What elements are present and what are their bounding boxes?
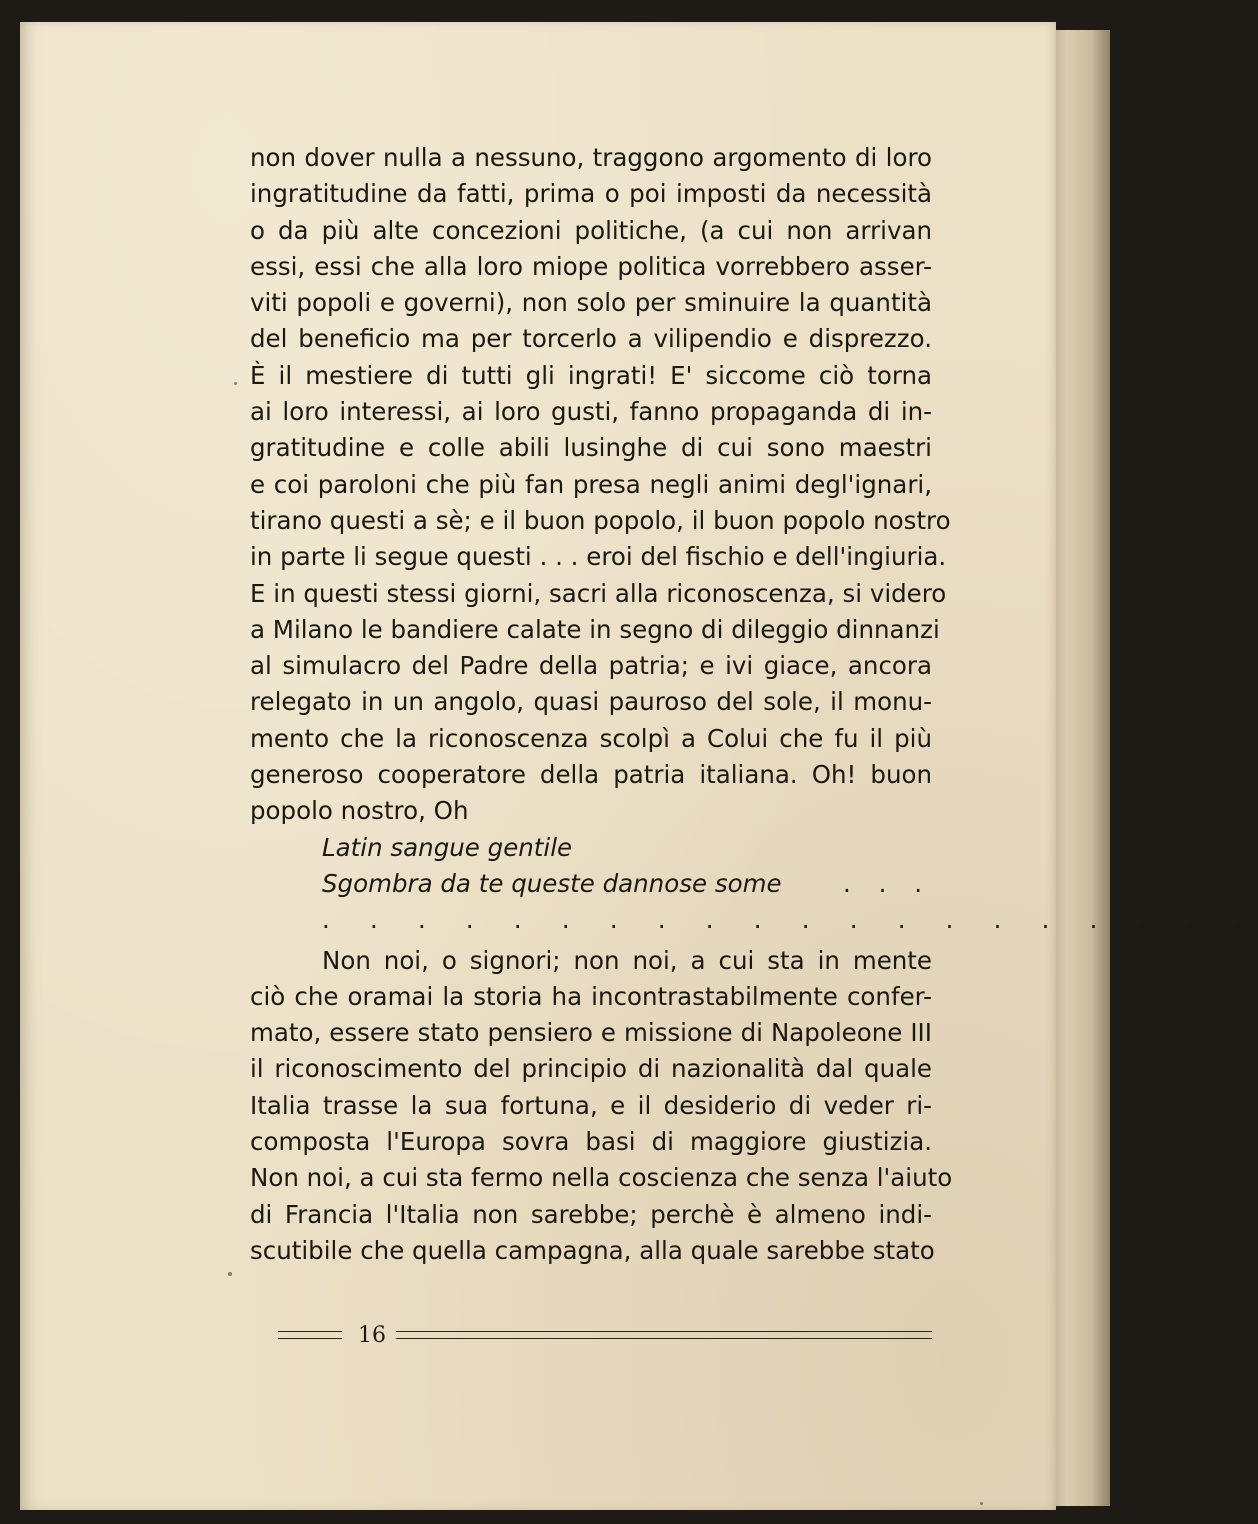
text-line: composta l'Europa sovra basi di maggiore giustizia.: [250, 1127, 932, 1157]
verse-line: [250, 866, 932, 902]
text-line: relegato in un angolo, quasi pauroso del sole, il monu-: [250, 687, 932, 717]
footer-rule-right: [396, 1331, 932, 1339]
verse-quotation: [250, 830, 1258, 939]
text-line: generoso cooperatore della patria italiana. Oh! buon: [250, 760, 932, 790]
text-line: È il mestiere di tutti gli ingrati! E' siccome ciò torna: [250, 360, 932, 390]
page-footer: [278, 1318, 932, 1354]
verse-line-text: Sgombra da te queste dannose some: [322, 868, 782, 898]
text-line: Non noi, o signori; non noi, a cui sta in mente: [322, 945, 932, 975]
text-line: e coi paroloni che più fan presa negli animi degl'ignari,: [250, 469, 932, 499]
text-line: a Milano le bandiere calate in segno di dileggio dinnanzi: [250, 614, 940, 644]
text-line: popolo nostro, Oh: [250, 796, 469, 826]
paragraph-1: [250, 140, 951, 830]
text-line: gratitudine e colle abili lusinghe di cui sono maestri: [250, 433, 932, 463]
text-line: in parte li segue questi . . . eroi del fischio e dell'ingiuria.: [250, 542, 947, 572]
paper-speck: [228, 1272, 232, 1276]
paragraph-2: [250, 943, 953, 1270]
text-line: essi, essi che alla loro miope politica vorrebbero asser-: [250, 251, 932, 281]
paper-speck: [234, 382, 237, 385]
text-line: Non noi, a cui sta fermo nella coscienza che senza l'aiuto: [250, 1163, 953, 1193]
text-line: di Francia l'Italia non sarebbe; perchè è almeno indi-: [250, 1199, 932, 1229]
text-line: mento che la riconoscenza scolpì a Colui che fu il più: [250, 723, 932, 753]
text-line: mato, essere stato pensiero e missione di Napoleone III: [250, 1018, 932, 1048]
ellipsis-dots: . . . . . . . . . . . . . . . . . . . .: [322, 905, 1258, 935]
text-line: del beneficio ma per torcerlo a vilipendio e disprezzo.: [250, 324, 932, 354]
text-line: tirano questi a sè; e il buon popolo, il buon popolo nostro: [250, 505, 951, 535]
text-line: Italia trasse la sua fortuna, e il desiderio di veder ri-: [250, 1090, 932, 1120]
verse-trailing-dots: . . .: [843, 868, 932, 898]
text-line: al simulacro del Padre della patria; e ivi giace, ancora: [250, 651, 932, 681]
text-line: ai loro interessi, ai loro gusti, fanno propaganda di in-: [250, 397, 932, 427]
text-line: il riconoscimento del principio di nazionalità dal quale: [250, 1054, 932, 1084]
text-line: ingratitudine da fatti, prima o poi imposti da necessità: [250, 179, 932, 209]
body-text: [250, 140, 1258, 1269]
text-line: ciò che oramai la storia ha incontrastabilmente confer-: [250, 981, 932, 1011]
text-line: E in questi stessi giorni, sacri alla riconoscenza, si videro: [250, 578, 947, 608]
text-line: non dover nulla a nessuno, traggono argomento di loro: [250, 143, 932, 172]
verse-line: Latin sangue gentile: [322, 832, 573, 862]
text-line: viti popoli e governi), non solo per sminuire la quantità: [250, 288, 932, 318]
text-line: scutibile che quella campagna, alla quale sarebbe stato: [250, 1235, 935, 1265]
paper-speck: [980, 1502, 983, 1505]
footer-rule-left: [278, 1331, 342, 1339]
text-line: o da più alte concezioni politiche, (a cui non arrivan: [250, 215, 932, 245]
ellipsis-row: [250, 902, 1258, 938]
adjacent-page-edge: [1048, 30, 1110, 1506]
page-number: 16: [358, 1323, 386, 1348]
